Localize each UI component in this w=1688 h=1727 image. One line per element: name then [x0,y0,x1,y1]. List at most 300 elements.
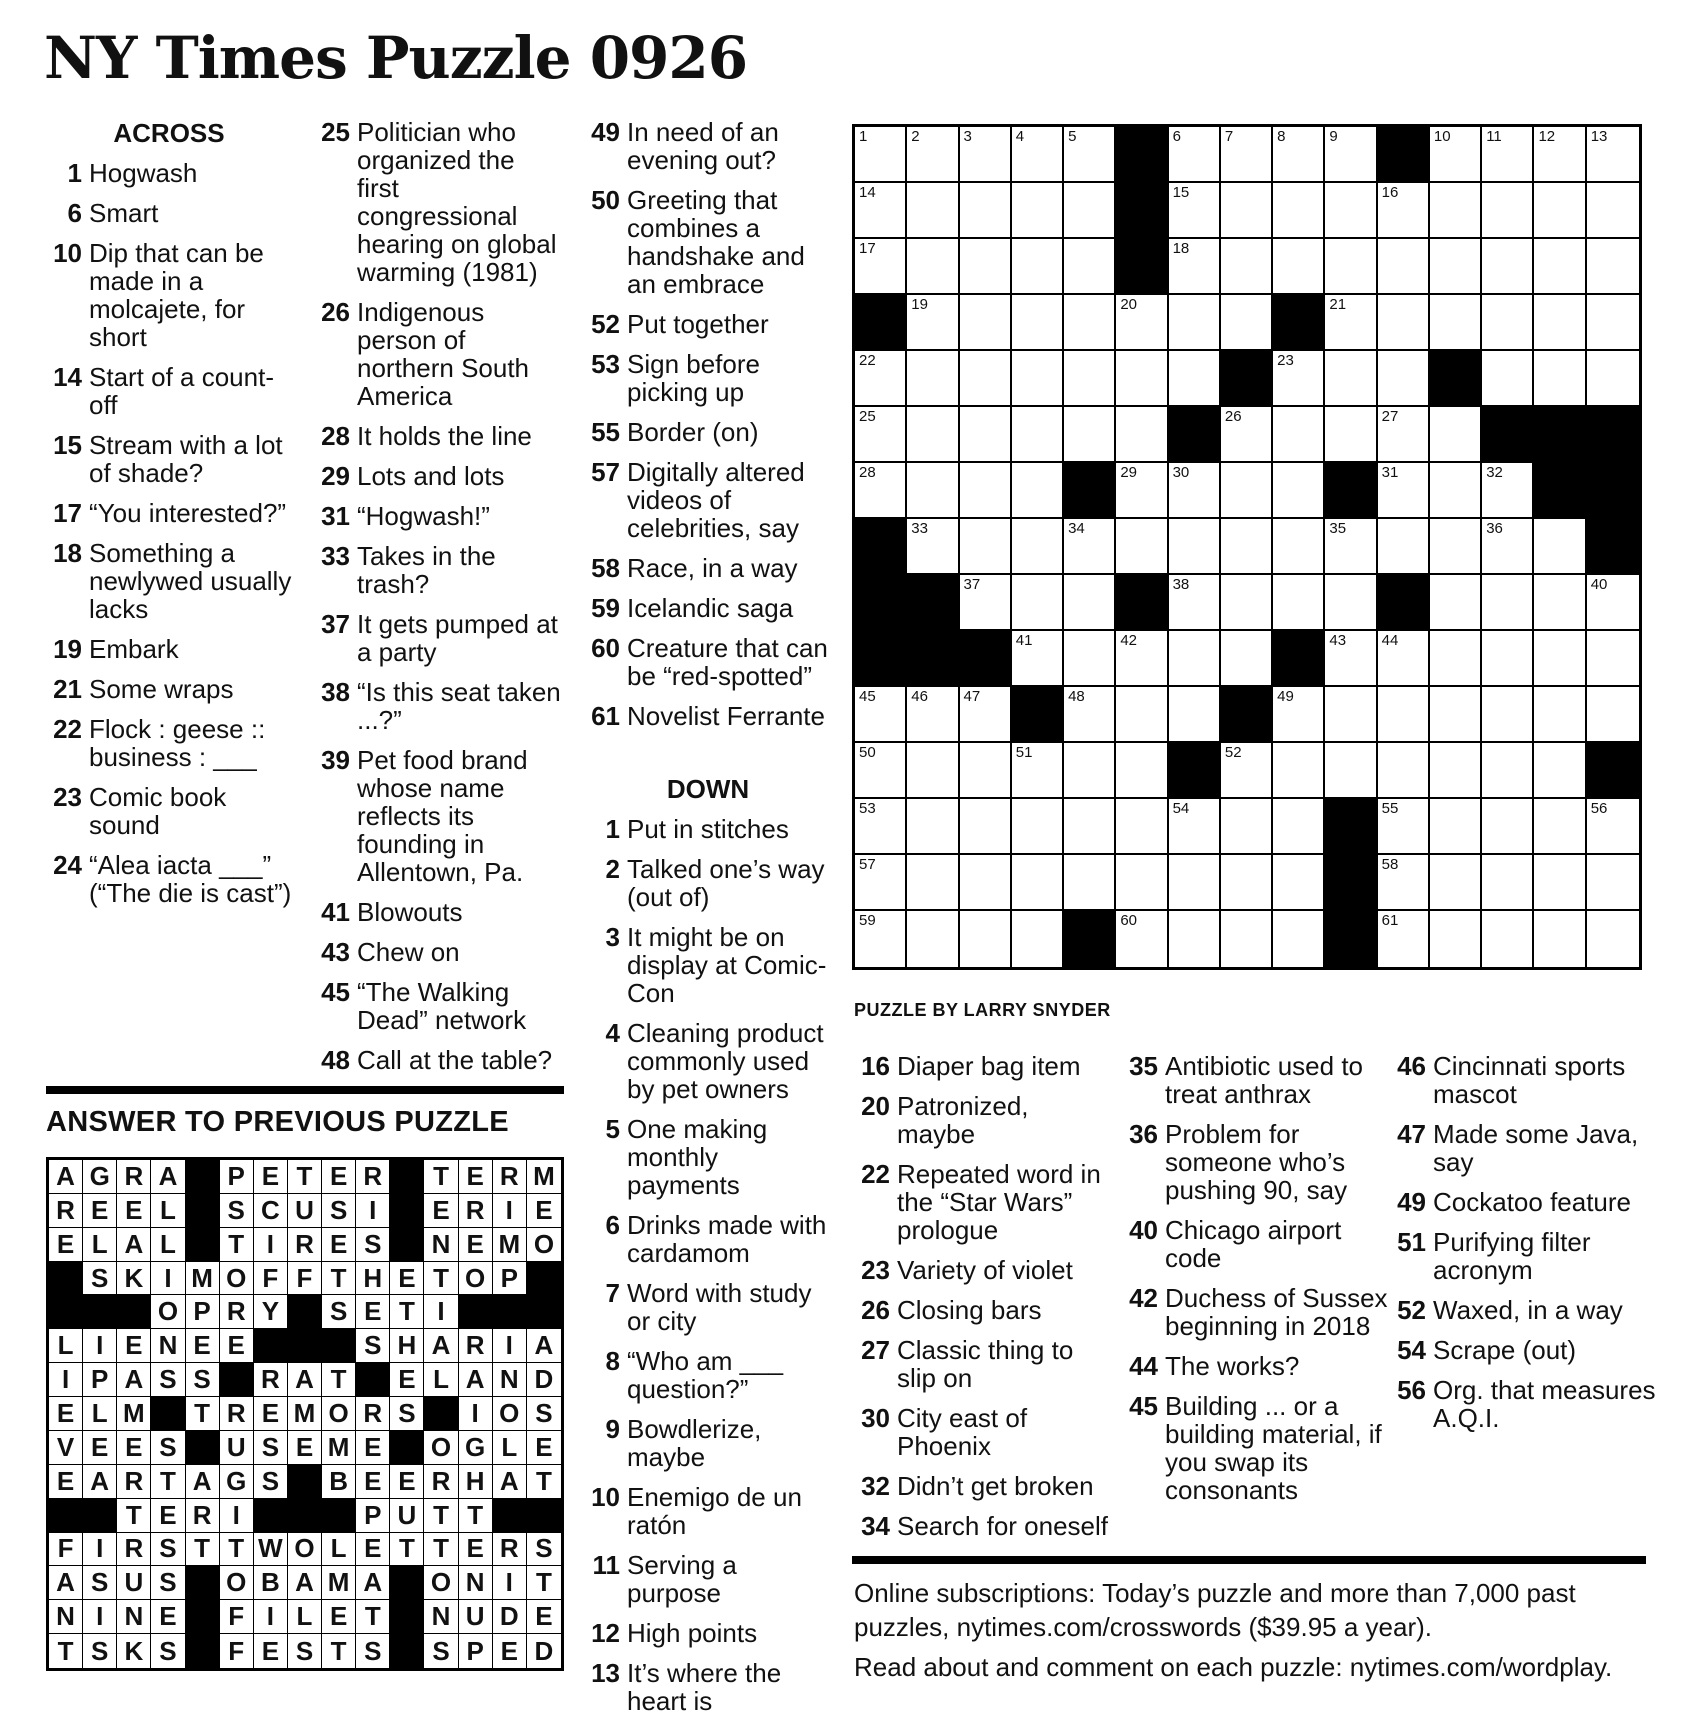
clue-item[interactable] [1388,1052,1656,1108]
grid-cell[interactable] [1116,407,1168,463]
grid-cell[interactable] [1482,743,1534,799]
grid-cell[interactable] [1012,855,1064,911]
grid-cell[interactable] [1378,463,1430,519]
clue-text: Takes in the trash? [357,541,496,599]
grid-cell[interactable] [855,351,907,407]
grid-cell[interactable] [1378,295,1430,351]
clue-item[interactable] [312,898,562,926]
grid-cell[interactable] [1587,239,1639,295]
grid-cell[interactable] [1221,295,1273,351]
grid-cell[interactable] [1064,239,1116,295]
clue-item[interactable] [312,746,562,886]
grid-black-square [1587,519,1639,575]
clue-number: 8 [605,1346,620,1376]
grid-cell-number: 59 [859,912,876,929]
clue-item[interactable] [582,310,834,338]
grid-cell[interactable] [1482,519,1534,575]
grid-cell[interactable] [1482,631,1534,687]
grid-cell[interactable] [1116,351,1168,407]
clue-item[interactable] [852,1404,1110,1460]
grid-cell[interactable] [1064,519,1116,575]
grid-cell[interactable] [1273,407,1325,463]
grid-cell[interactable] [1116,911,1168,967]
grid-cell[interactable] [1430,799,1482,855]
clue-item[interactable] [582,1483,834,1539]
grid-cell[interactable] [907,463,959,519]
grid-cell[interactable] [1534,239,1586,295]
grid-cell[interactable] [1221,127,1273,183]
answer-letter: O [527,1228,561,1262]
grid-cell[interactable] [1116,463,1168,519]
grid-cell[interactable] [1012,519,1064,575]
grid-cell[interactable] [855,407,907,463]
grid-cell[interactable] [1482,575,1534,631]
grid-cell[interactable] [1378,911,1430,967]
grid-cell[interactable] [1482,687,1534,743]
grid-cell[interactable] [1221,463,1273,519]
grid-cell[interactable] [960,687,1012,743]
grid-cell[interactable] [1325,687,1377,743]
clue-item[interactable] [1388,1228,1656,1284]
grid-cell[interactable] [1534,855,1586,911]
grid-cell[interactable] [907,407,959,463]
grid-cell[interactable] [1534,743,1586,799]
grid-cell[interactable] [1534,911,1586,967]
answer-letter: L [424,1363,458,1397]
grid-cell[interactable] [1169,183,1221,239]
clue-item[interactable] [312,118,562,286]
clue-text: Hogwash [89,158,198,188]
grid-cell[interactable] [1012,911,1064,967]
grid-cell[interactable] [1378,799,1430,855]
grid-cell-number: 22 [859,352,876,369]
grid-cell[interactable] [907,239,959,295]
grid-cell[interactable] [1169,351,1221,407]
grid-cell[interactable] [960,799,1012,855]
grid-cell[interactable] [1587,351,1639,407]
clue-item[interactable] [312,978,562,1034]
grid-cell[interactable] [907,743,959,799]
grid-cell[interactable] [1325,631,1377,687]
grid-cell[interactable] [960,743,1012,799]
answer-letter: I [459,1397,493,1431]
clue-item[interactable] [852,1512,1110,1540]
grid-cell[interactable] [1430,183,1482,239]
answer-letter: E [288,1431,322,1465]
grid-cell[interactable] [1534,295,1586,351]
clue-item[interactable] [582,1019,834,1103]
clue-item[interactable] [44,675,294,703]
clue-item[interactable] [582,855,834,911]
answer-letter: F [288,1262,322,1296]
clue-item[interactable] [852,1296,1110,1324]
grid-cell[interactable] [1273,239,1325,295]
grid-cell[interactable] [960,351,1012,407]
grid-cell[interactable] [1221,799,1273,855]
grid-cell[interactable] [1012,575,1064,631]
grid-cell[interactable] [1430,519,1482,575]
grid-cell[interactable] [855,799,907,855]
clue-item[interactable] [582,594,834,622]
crossword-grid[interactable] [852,124,1642,970]
answer-letter: D [527,1363,561,1397]
grid-cell[interactable] [1221,631,1273,687]
grid-cell[interactable] [1534,183,1586,239]
grid-cell[interactable] [1325,351,1377,407]
grid-cell[interactable] [1169,127,1221,183]
grid-cell[interactable] [1273,351,1325,407]
grid-cell[interactable] [1064,183,1116,239]
grid-cell[interactable] [1587,183,1639,239]
clue-item[interactable] [582,418,834,446]
grid-cell[interactable] [1064,575,1116,631]
grid-cell[interactable] [1430,743,1482,799]
grid-cell[interactable] [1430,575,1482,631]
grid-cell[interactable] [1064,799,1116,855]
clue-item[interactable] [44,199,294,227]
grid-cell[interactable] [1169,519,1221,575]
grid-cell[interactable] [1534,519,1586,575]
grid-cell[interactable] [1587,295,1639,351]
grid-cell[interactable] [1064,407,1116,463]
grid-cell[interactable] [1169,911,1221,967]
grid-cell-number: 41 [1015,632,1033,649]
clue-item[interactable] [312,422,562,450]
grid-cell[interactable] [1012,239,1064,295]
clue-item[interactable] [44,851,294,907]
grid-cell[interactable] [1482,295,1534,351]
grid-cell[interactable] [1534,631,1586,687]
grid-cell[interactable] [1273,575,1325,631]
clue-item[interactable] [44,499,294,527]
grid-cell[interactable] [1273,911,1325,967]
grid-cell[interactable] [1587,631,1639,687]
grid-cell[interactable] [1064,687,1116,743]
grid-cell[interactable] [1012,183,1064,239]
grid-cell[interactable] [1221,855,1273,911]
grid-cell[interactable] [1169,799,1221,855]
grid-cell[interactable] [1116,855,1168,911]
grid-cell[interactable] [1430,631,1482,687]
answer-letter: F [220,1634,254,1668]
clue-item[interactable] [1120,1216,1388,1272]
clue-number: 14 [53,362,82,392]
grid-cell[interactable] [1221,407,1273,463]
clue-item[interactable] [582,1279,834,1335]
answer-letter: U [117,1566,151,1600]
grid-cell[interactable] [855,687,907,743]
grid-cell[interactable] [1534,127,1586,183]
clue-item[interactable] [312,678,562,734]
clue-number: 45 [321,977,350,1007]
grid-cell[interactable] [1482,911,1534,967]
clue-item[interactable] [44,715,294,771]
grid-cell[interactable] [1012,631,1064,687]
clue-item[interactable] [582,186,834,298]
clue-item[interactable] [1120,1284,1388,1340]
grid-cell[interactable] [1273,127,1325,183]
grid-cell[interactable] [1378,687,1430,743]
grid-cell[interactable] [1116,519,1168,575]
grid-cell[interactable] [960,407,1012,463]
grid-cell[interactable] [1221,911,1273,967]
grid-cell[interactable] [1534,799,1586,855]
clue-item[interactable] [852,1256,1110,1284]
grid-cell[interactable] [1221,519,1273,575]
clue-item[interactable] [44,431,294,487]
grid-cell[interactable] [1169,239,1221,295]
clue-item[interactable] [582,1347,834,1403]
grid-cell[interactable] [1534,575,1586,631]
clue-item[interactable] [1388,1188,1656,1216]
grid-cell[interactable] [1012,407,1064,463]
clue-item[interactable] [44,783,294,839]
grid-cell[interactable] [1430,911,1482,967]
grid-cell[interactable] [1482,351,1534,407]
clue-item[interactable] [582,702,834,730]
grid-cell[interactable] [1064,351,1116,407]
clue-item[interactable] [852,1160,1110,1244]
grid-cell[interactable] [1169,463,1221,519]
grid-cell[interactable] [960,911,1012,967]
grid-cell[interactable] [1273,463,1325,519]
grid-cell[interactable] [1116,687,1168,743]
grid-cell[interactable] [1064,295,1116,351]
grid-cell[interactable] [1430,295,1482,351]
grid-cell[interactable] [907,855,959,911]
grid-cell[interactable] [1325,743,1377,799]
answer-black-square [186,1194,220,1228]
grid-cell[interactable] [907,911,959,967]
grid-cell[interactable] [1587,799,1639,855]
grid-cell[interactable] [855,183,907,239]
clue-item[interactable] [1388,1120,1656,1176]
grid-cell[interactable] [1430,127,1482,183]
clue-item[interactable] [312,298,562,410]
clue-text: Stream with a lot of shade? [89,430,283,488]
grid-cell[interactable] [1221,743,1273,799]
clue-item[interactable] [582,923,834,1007]
clue-item[interactable] [312,542,562,598]
answer-letter: T [49,1634,83,1668]
clue-number: 45 [1129,1391,1158,1421]
grid-cell[interactable] [907,519,959,575]
grid-cell[interactable] [1169,295,1221,351]
grid-cell[interactable] [1221,183,1273,239]
grid-cell[interactable] [1012,127,1064,183]
grid-cell[interactable] [1325,127,1377,183]
answer-letter: R [117,1160,151,1194]
grid-cell[interactable] [960,295,1012,351]
grid-cell[interactable] [1482,855,1534,911]
clue-number: 51 [1397,1227,1426,1257]
clue-item[interactable] [582,634,834,690]
grid-cell[interactable] [960,519,1012,575]
clue-item[interactable] [312,1046,562,1074]
grid-cell[interactable] [960,463,1012,519]
clue-item[interactable] [44,239,294,351]
grid-cell[interactable] [1064,631,1116,687]
clue-item[interactable] [1388,1296,1656,1324]
grid-cell[interactable] [907,295,959,351]
clue-item[interactable] [312,938,562,966]
clue-item[interactable] [1120,1052,1388,1108]
grid-cell[interactable] [1221,239,1273,295]
clue-item[interactable] [44,539,294,623]
grid-cell[interactable] [1587,855,1639,911]
grid-cell[interactable] [1325,295,1377,351]
footer-subscriptions: Online subscriptions: Today’s puzzle and more than 7,000 past puzzles, nytimes.com/crosswords ($39.95 a year). [854,1578,1576,1642]
clue-item[interactable] [852,1336,1110,1392]
grid-cell[interactable] [1273,799,1325,855]
grid-cell[interactable] [1012,799,1064,855]
grid-cell[interactable] [1116,799,1168,855]
grid-cell[interactable] [960,575,1012,631]
grid-cell[interactable] [1325,407,1377,463]
answer-letter: E [390,1363,424,1397]
grid-cell[interactable] [1482,239,1534,295]
grid-cell[interactable] [1325,519,1377,575]
clue-item[interactable] [44,363,294,419]
grid-cell[interactable] [1482,127,1534,183]
grid-cell-number: 53 [859,800,876,817]
grid-cell[interactable] [1273,519,1325,575]
clue-item[interactable] [852,1052,1110,1080]
grid-cell[interactable] [1378,855,1430,911]
clue-item[interactable] [852,1472,1110,1500]
grid-cell[interactable] [1116,631,1168,687]
grid-cell[interactable] [1012,463,1064,519]
clue-item[interactable] [582,1415,834,1471]
grid-cell[interactable] [1534,351,1586,407]
grid-cell[interactable] [1064,743,1116,799]
grid-cell[interactable] [907,351,959,407]
grid-cell[interactable] [1430,239,1482,295]
grid-cell[interactable] [855,855,907,911]
clue-item[interactable] [1120,1120,1388,1204]
answer-letter: I [49,1363,83,1397]
grid-cell[interactable] [1430,407,1482,463]
grid-cell[interactable] [1482,183,1534,239]
clue-item[interactable] [852,1092,1110,1148]
grid-cell[interactable] [1430,687,1482,743]
grid-cell[interactable] [1169,855,1221,911]
down-heading: DOWN [666,774,750,804]
grid-cell[interactable] [1116,295,1168,351]
clue-item[interactable] [44,159,294,187]
clue-item[interactable] [582,1115,834,1199]
answer-letter: B [254,1566,288,1600]
clue-item[interactable] [582,458,834,542]
grid-cell[interactable] [1378,631,1430,687]
grid-cell[interactable] [1325,575,1377,631]
clue-text: High points [627,1618,758,1648]
grid-cell[interactable] [1534,687,1586,743]
clue-item[interactable] [582,554,834,582]
grid-cell[interactable] [907,687,959,743]
grid-cell[interactable] [1378,407,1430,463]
grid-cell[interactable] [1325,239,1377,295]
clue-item[interactable] [582,815,834,843]
clue-item[interactable] [1388,1376,1656,1432]
grid-cell[interactable] [1430,855,1482,911]
clue-item[interactable] [582,1211,834,1267]
grid-cell[interactable] [907,183,959,239]
clue-number: 40 [1129,1215,1158,1245]
grid-cell[interactable] [1430,463,1482,519]
grid-cell[interactable] [855,127,907,183]
grid-cell[interactable] [1378,239,1430,295]
grid-cell[interactable] [1482,799,1534,855]
grid-cell[interactable] [855,239,907,295]
clue-item[interactable] [44,635,294,663]
grid-cell[interactable] [1064,127,1116,183]
grid-cell[interactable] [855,463,907,519]
grid-cell[interactable] [1378,519,1430,575]
grid-cell[interactable] [907,127,959,183]
grid-cell[interactable] [1169,575,1221,631]
grid-cell[interactable] [1587,575,1639,631]
grid-cell[interactable] [855,743,907,799]
grid-cell[interactable] [1273,743,1325,799]
grid-cell[interactable] [960,855,1012,911]
grid-cell[interactable] [1273,855,1325,911]
clue-item[interactable] [312,610,562,666]
answer-letter: S [424,1634,458,1668]
grid-cell[interactable] [1378,351,1430,407]
grid-cell[interactable] [1587,911,1639,967]
grid-cell[interactable] [960,127,1012,183]
grid-cell[interactable] [1325,183,1377,239]
grid-cell[interactable] [1012,351,1064,407]
grid-cell[interactable] [1378,743,1430,799]
grid-cell[interactable] [1221,575,1273,631]
grid-cell[interactable] [1378,183,1430,239]
clue-item[interactable] [1120,1392,1388,1504]
grid-cell-number: 18 [1172,240,1190,257]
grid-cell[interactable] [1116,743,1168,799]
answer-letter: T [390,1295,424,1329]
answer-letter: T [322,1363,356,1397]
answer-letter: L [83,1397,117,1431]
grid-cell[interactable] [1012,295,1064,351]
clue-item[interactable] [1388,1336,1656,1364]
clue-item[interactable] [582,118,834,174]
clue-text: Indigenous person of northern South America [357,297,530,411]
grid-cell[interactable] [1587,687,1639,743]
grid-cell[interactable] [1273,183,1325,239]
clue-item[interactable] [582,1619,834,1647]
clue-number: 43 [321,937,350,967]
clue-item[interactable] [582,350,834,406]
grid-cell[interactable] [960,239,1012,295]
grid-cell[interactable] [1273,687,1325,743]
grid-cell[interactable] [1012,743,1064,799]
grid-cell[interactable] [1169,631,1221,687]
clue-item[interactable] [312,502,562,530]
grid-cell[interactable] [1169,687,1221,743]
clue-item[interactable] [582,1551,834,1607]
clue-item[interactable] [1120,1352,1388,1380]
clue-item[interactable] [582,1659,834,1715]
grid-cell[interactable] [960,183,1012,239]
grid-cell[interactable] [1482,463,1534,519]
grid-cell[interactable] [855,911,907,967]
grid-cell[interactable] [907,799,959,855]
clue-item[interactable] [312,462,562,490]
grid-cell[interactable] [1587,127,1639,183]
grid-cell[interactable] [1064,855,1116,911]
